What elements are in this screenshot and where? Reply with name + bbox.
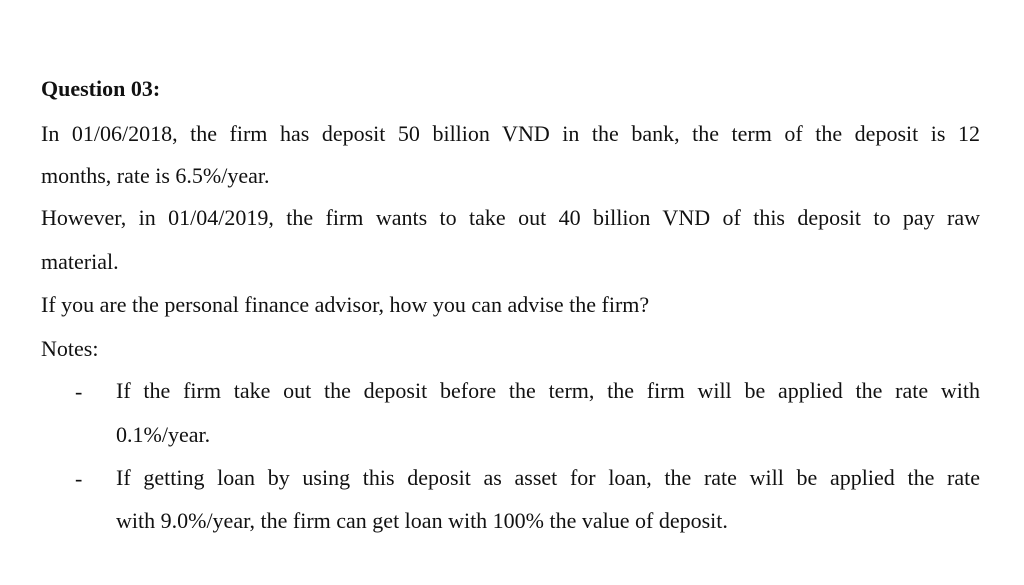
notes-label: Notes: <box>41 336 99 361</box>
note-1-line-2: 0.1%/year. <box>116 422 211 447</box>
paragraph-2-line-1: However, in 01/04/2019, the firm wants to take out 40 billion VND of this deposit to pay raw <box>41 205 980 230</box>
paragraph-3-line-1: If you are the personal finance advisor, how you can advise the firm? <box>41 292 650 317</box>
paragraph-1-line-2: months, rate is 6.5%/year. <box>41 163 270 188</box>
paragraph-1-line-1: In 01/06/2018, the firm has deposit 50 billion VND in the bank, the term of the deposit is 12 <box>41 121 980 146</box>
note-2-line-1: If getting loan by using this deposit as asset for loan, the rate will be applied the rate <box>116 465 980 490</box>
note-1-marker: - <box>75 379 83 404</box>
note-2-line-2: with 9.0%/year, the firm can get loan with 100% the value of deposit. <box>116 508 728 533</box>
note-2-marker: - <box>75 466 83 491</box>
paragraph-2-line-2: material. <box>41 249 119 274</box>
note-1-line-1: If the firm take out the deposit before the term, the firm will be applied the rate with <box>116 378 980 403</box>
question-heading: Question 03: <box>41 76 161 101</box>
